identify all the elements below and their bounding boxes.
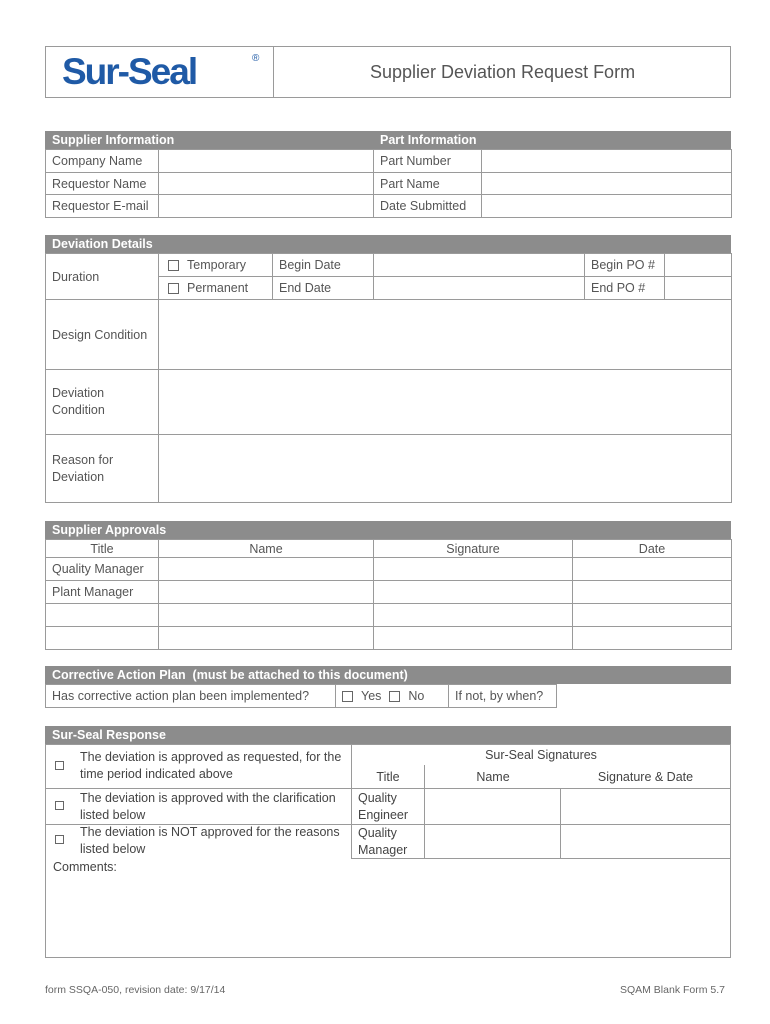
part-name-label: Part Name (374, 173, 482, 195)
sig-col-signature-date: Signature & Date (561, 765, 730, 789)
yes-checkbox[interactable] (342, 691, 353, 702)
corrective-question: Has corrective action plan been implemented? (46, 685, 336, 708)
col-signature: Signature (374, 540, 573, 558)
temporary-label: Temporary (187, 258, 247, 272)
company-logo: Sur-Seal (62, 51, 197, 92)
reason-field[interactable] (159, 435, 732, 503)
option-3-text: The deviation is NOT approved for the reasons listed below (80, 825, 340, 856)
page-title: Supplier Deviation Request Form (369, 62, 636, 82)
footer-form-version: SQAM Blank Form 5.7 (619, 984, 725, 996)
begin-po-field[interactable] (665, 254, 732, 277)
part-info-heading: Part Information (373, 131, 731, 149)
requestor-email-field[interactable] (159, 195, 374, 218)
sig-name-field[interactable] (425, 789, 561, 825)
end-date-field[interactable] (374, 277, 482, 300)
end-po-field[interactable] (665, 277, 732, 300)
header-box (45, 46, 731, 98)
sig-signature-field[interactable] (561, 789, 730, 825)
corrective-yes-no[interactable] (336, 685, 449, 708)
option-2-text: The deviation is approved with the clarification listed below (80, 791, 336, 822)
col-name: Name (159, 540, 374, 558)
signatures-heading: Sur-Seal Signatures (485, 748, 597, 762)
sig-title-quality-manager: Quality Manager (352, 825, 425, 859)
col-date: Date (573, 540, 732, 558)
supplier-info-heading: Supplier Information (45, 131, 373, 149)
response-option-3[interactable] (46, 825, 352, 859)
begin-date-field[interactable] (374, 254, 482, 277)
date-submitted-label: Date Submitted (374, 195, 482, 218)
no-label: No (408, 689, 425, 703)
end-date-field-cont[interactable] (482, 277, 585, 300)
approval-title-field[interactable] (46, 627, 159, 650)
company-name-field[interactable] (159, 150, 374, 173)
permanent-option[interactable] (159, 277, 273, 300)
sig-name-field[interactable] (425, 825, 561, 859)
duration-label: Duration (46, 254, 159, 300)
option-1-checkbox[interactable] (55, 761, 64, 770)
approval-date-field[interactable] (573, 627, 732, 650)
deviation-condition-field[interactable] (159, 370, 732, 435)
approval-name-field[interactable] (159, 604, 374, 627)
yes-label: Yes (361, 689, 382, 703)
col-title: Title (46, 540, 159, 558)
begin-po-label: Begin PO # (585, 254, 665, 277)
approval-signature-field[interactable] (374, 627, 573, 650)
sig-col-name: Name (425, 765, 561, 789)
comments-field[interactable] (46, 877, 730, 957)
part-name-field[interactable] (482, 173, 732, 195)
part-number-field[interactable] (482, 150, 732, 173)
design-condition-field[interactable] (159, 300, 732, 370)
info-table (45, 149, 732, 218)
design-condition-label: Design Condition (46, 300, 159, 370)
sig-title-quality-engineer: Quality Engineer (352, 789, 425, 825)
if-not-label: If not, by when? (449, 685, 557, 708)
company-name-label: Company Name (46, 150, 159, 173)
begin-date-label: Begin Date (273, 254, 374, 277)
deviation-condition-label: Deviation Condition (46, 370, 159, 435)
reason-label: Reason for Deviation (46, 435, 159, 503)
begin-date-field-cont[interactable] (482, 254, 585, 277)
end-date-label: End Date (273, 277, 374, 300)
approval-signature-field[interactable] (374, 558, 573, 581)
no-checkbox[interactable] (389, 691, 400, 702)
option-3-checkbox[interactable] (55, 835, 64, 844)
approval-date-field[interactable] (573, 604, 732, 627)
sur-seal-response-heading: Sur-Seal Response (45, 726, 731, 744)
option-2-checkbox[interactable] (55, 801, 64, 810)
requestor-name-label: Requestor Name (46, 173, 159, 195)
approval-name-field[interactable] (159, 581, 374, 604)
approval-date-field[interactable] (573, 581, 732, 604)
response-box (45, 744, 731, 958)
temporary-option[interactable] (159, 254, 273, 277)
option-1-text: The deviation is approved as requested, for the time period indicated above (80, 750, 342, 781)
approval-title: Plant Manager (46, 581, 159, 604)
deviation-details-heading: Deviation Details (45, 235, 731, 253)
corrective-action-heading: Corrective Action Plan (must be attached to this document) (45, 666, 731, 684)
response-option-2[interactable] (46, 789, 352, 825)
requestor-name-field[interactable] (159, 173, 374, 195)
deviation-table (45, 253, 732, 503)
approval-date-field[interactable] (573, 558, 732, 581)
approval-signature-field[interactable] (374, 581, 573, 604)
date-submitted-field[interactable] (482, 195, 732, 218)
approval-title-field[interactable] (46, 604, 159, 627)
requestor-email-label: Requestor E-mail (46, 195, 159, 218)
sig-col-title: Title (352, 765, 425, 789)
permanent-checkbox[interactable] (168, 283, 179, 294)
logo-cell (46, 47, 274, 97)
approval-title: Quality Manager (46, 558, 159, 581)
temporary-checkbox[interactable] (168, 260, 179, 271)
corrective-table (45, 684, 732, 708)
approvals-table (45, 539, 732, 650)
if-not-field[interactable] (557, 685, 732, 708)
footer-form-id: form SSQA-050, revision date: 9/17/14 (45, 984, 226, 996)
approval-name-field[interactable] (159, 627, 374, 650)
approval-signature-field[interactable] (374, 604, 573, 627)
response-option-1[interactable] (46, 745, 352, 789)
supplier-approvals-heading: Supplier Approvals (45, 521, 731, 539)
comments-label: Comments: (53, 860, 117, 874)
end-po-label: End PO # (585, 277, 665, 300)
registered-mark: ® (252, 53, 260, 64)
sig-signature-field[interactable] (561, 825, 730, 859)
permanent-label: Permanent (187, 281, 249, 295)
part-number-label: Part Number (374, 150, 482, 173)
approval-name-field[interactable] (159, 558, 374, 581)
